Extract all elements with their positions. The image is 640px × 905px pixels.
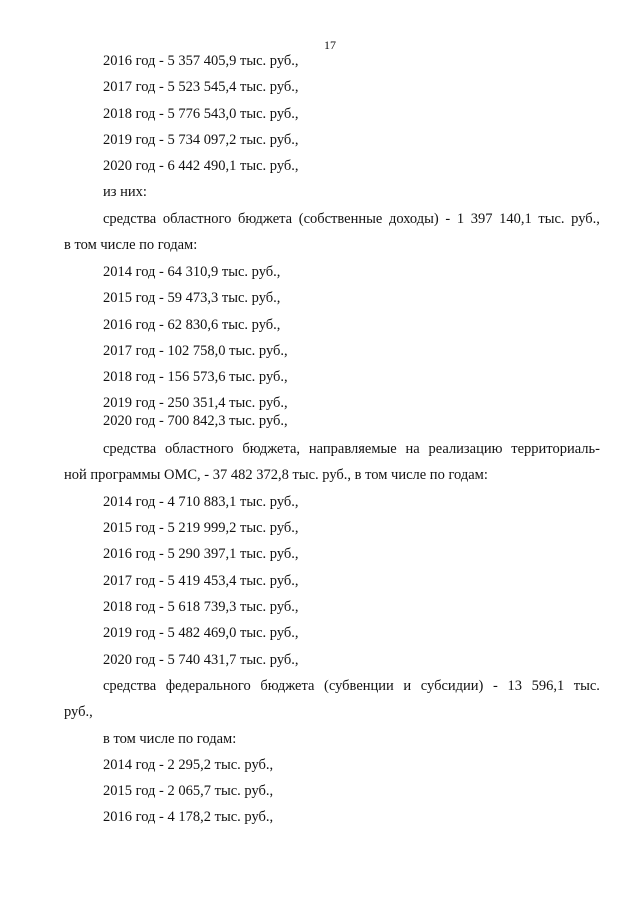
word: (субвенции — [324, 678, 394, 694]
word: доходы) — [388, 211, 439, 227]
text-line: 2016 год - 5 290 397,1 тыс. руб., — [103, 546, 299, 562]
word: средства — [103, 211, 157, 227]
text-line: 2016 год - 62 830,6 тыс. руб., — [103, 317, 281, 333]
text-line: руб., — [64, 704, 93, 720]
word: руб., — [571, 211, 600, 227]
text-line: 2018 год - 5 618 739,3 тыс. руб., — [103, 599, 299, 615]
word: средства — [103, 678, 157, 694]
word: направляемые — [308, 441, 397, 457]
word: бюджета, — [242, 441, 301, 457]
word: 596,1 — [531, 678, 565, 694]
word: (собственные — [298, 211, 383, 227]
text-line: 2020 год - 700 842,3 тыс. руб., — [103, 413, 288, 429]
word: - — [445, 211, 451, 227]
text-line: 2020 год - 5 740 431,7 тыс. руб., — [103, 652, 299, 668]
text-line: 2014 год - 2 295,2 тыс. руб., — [103, 757, 274, 773]
text-line: 2017 год - 5 523 545,4 тыс. руб., — [103, 79, 299, 95]
word: тыс. — [538, 211, 565, 227]
word: 13 — [507, 678, 522, 694]
text-line: 2019 год - 5 482 469,0 тыс. руб., — [103, 625, 299, 641]
text-line: 2018 год - 5 776 543,0 тыс. руб., — [103, 106, 299, 122]
text-line: 2019 год - 250 351,4 тыс. руб., — [103, 395, 288, 411]
word: федерального — [165, 678, 251, 694]
word: бюджета — [238, 211, 293, 227]
word: бюджета — [260, 678, 315, 694]
text-line: 2020 год - 6 442 490,1 тыс. руб., — [103, 158, 299, 174]
word: 397 — [470, 211, 493, 227]
paragraph-line — [103, 677, 600, 695]
text-line: 2014 год - 4 710 883,1 тыс. руб., — [103, 494, 299, 510]
text-line: из них: — [103, 184, 147, 200]
text-line: 2016 год - 4 178,2 тыс. руб., — [103, 809, 274, 825]
paragraph-line — [103, 210, 600, 228]
text-line: 2017 год - 102 758,0 тыс. руб., — [103, 343, 288, 359]
word: и — [403, 678, 412, 694]
word: 1 — [456, 211, 465, 227]
text-line: 2016 год - 5 357 405,9 тыс. руб., — [103, 53, 299, 69]
word: территориаль- — [511, 441, 600, 457]
word: областного — [162, 211, 232, 227]
text-line: 2015 год - 5 219 999,2 тыс. руб., — [103, 520, 299, 536]
text-line: 2015 год - 2 065,7 тыс. руб., — [103, 783, 274, 799]
word: на — [405, 441, 420, 457]
paragraph-line — [103, 440, 600, 458]
page-number: 17 — [324, 38, 336, 52]
word: областного — [164, 441, 234, 457]
text-line: в том числе по годам: — [64, 237, 198, 253]
text-line: ной программы ОМС, - 37 482 372,8 тыс. руб., в том числе по годам: — [64, 467, 488, 483]
text-line: в том числе по годам: — [103, 731, 237, 747]
word: 140,1 — [499, 211, 532, 227]
word: субсидии) — [420, 678, 484, 694]
text-line: 2018 год - 156 573,6 тыс. руб., — [103, 369, 288, 385]
word: средства — [103, 441, 157, 457]
text-line: 2014 год - 64 310,9 тыс. руб., — [103, 264, 281, 280]
word: реализацию — [428, 441, 503, 457]
word: - — [493, 678, 498, 694]
text-line: 2017 год - 5 419 453,4 тыс. руб., — [103, 573, 299, 589]
word: тыс. — [573, 678, 600, 694]
text-line: 2019 год - 5 734 097,2 тыс. руб., — [103, 132, 299, 148]
text-line: 2015 год - 59 473,3 тыс. руб., — [103, 290, 281, 306]
